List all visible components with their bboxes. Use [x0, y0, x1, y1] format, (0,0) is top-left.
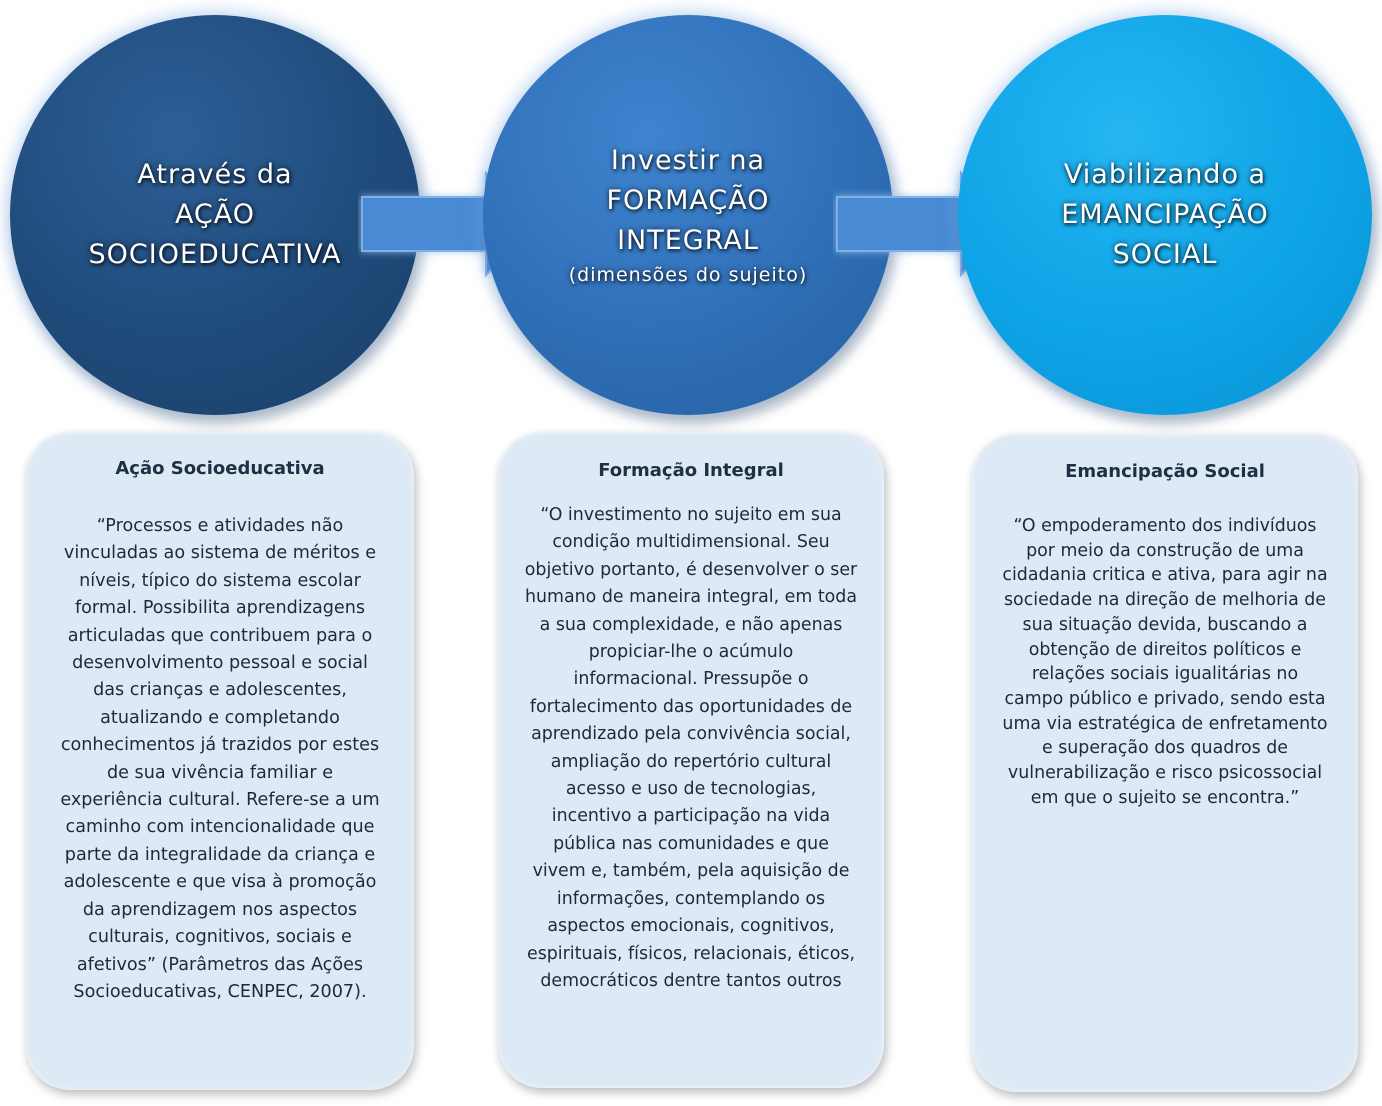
circle-2-subline: (dimensões do sujeito): [568, 264, 808, 286]
circle-2-line-1: Investir na: [610, 145, 766, 176]
circle-2-line-3: INTEGRAL: [617, 225, 759, 256]
card-3-text: “O empoderamento dos indivíduos por meio da construção de uma cidadania critica e ativa, para agir na sociedade na direção de melhoria de sua situação devida, buscando a obtenção de direitos políticos e relações sociais igualitárias no campo público e privado, sendo esta uma via estratégica de enfretamento e superação dos quadros de vulnerabilização e risco psicossocial em que o sujeito se encontra.”: [1002, 516, 1328, 808]
definition-card-socioeducative-action: [26, 432, 414, 1090]
card-2-text: “O investimento no sujeito em sua condição multidimensional. Seu objetivo portanto, é desenvolver o ser humano de maneira integral, em toda a sua complexidade, e não apenas propiciar-lhe o acúmulo informacional. Pressupõe o fortalecimento das oportunidades de aprendizado pela convivência social, ampliação do repertório cultural acesso e uso de tecnologias, incentivo a participação na vida pública nas comunidades e que vivem e, também, pela aquisição de informações, contemplando os aspectos emocionais, cognitivos, espirituais, físicos, relacionais, éticos, democráticos dentre tantos outros: [524, 505, 858, 991]
card-3-title: Emancipação Social: [1065, 461, 1265, 482]
card-1-text: “Processos e atividades não vinculadas ao sistema de méritos e níveis, típico do sistema escolar formal. Possibilita aprendizagens articuladas que contribuem para o desenvolvimento pessoal e social das crianças e adolescentes, atualizando e completando conhecimentos já trazidos por estes de sua vivência familiar e experiência cultural. Refere-se a um caminho com intencionalidade que parte da integralidade da criança e adolescente e que visa à promoção da aprendizagem nos aspectos culturais, cognitivos, sociais e afetivos” (Parâmetros das Ações Socioeducativas, CENPEC, 2007).: [60, 516, 380, 1002]
circle-1-line-1: Através da: [137, 159, 293, 190]
definition-card-social-emancipation: [972, 434, 1358, 1092]
circle-3-line-3: SOCIAL: [1112, 239, 1218, 270]
circle-2-line-2: FORMAÇÃO: [606, 185, 770, 216]
card-2-title: Formação Integral: [598, 460, 784, 481]
circle-1-line-3: SOCIOEDUCATIVA: [88, 239, 342, 270]
step-circle-social-emancipation: [958, 15, 1372, 415]
circle-1-line-2: AÇÃO: [174, 199, 256, 230]
circle-3-line-1: Viabilizando a: [1063, 159, 1267, 190]
card-1-title: Ação Socioeducativa: [115, 458, 325, 479]
definition-card-integral-formation: [498, 432, 884, 1088]
circle-3-line-2: EMANCIPAÇÃO: [1061, 199, 1269, 230]
step-circle-integral-formation: [483, 15, 893, 415]
